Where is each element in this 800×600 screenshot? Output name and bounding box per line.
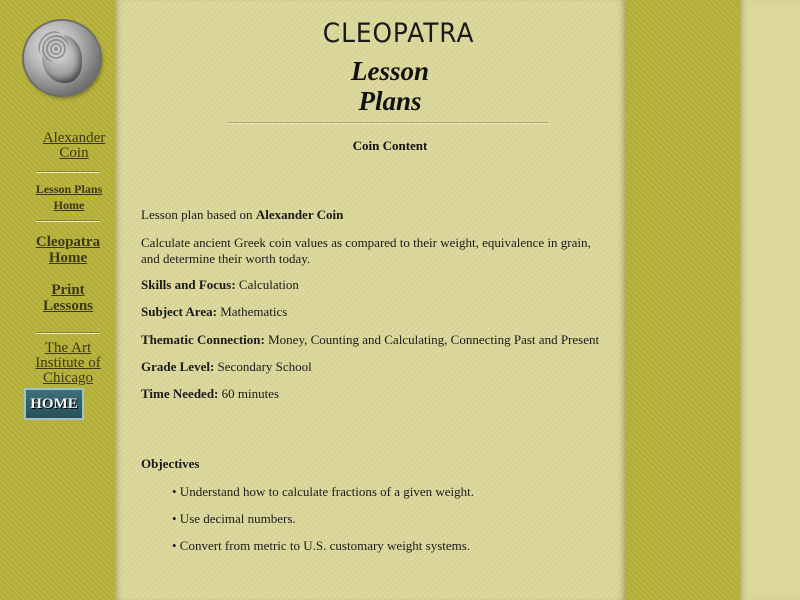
- sidebar-link-label: Home: [48, 250, 88, 266]
- field-value: Calculation: [235, 277, 299, 292]
- cleopatra-logo: CLEOPATRA: [322, 18, 475, 49]
- page-title: [300, 56, 480, 116]
- header-divider: [228, 122, 548, 124]
- field-label: Time Needed:: [141, 386, 219, 401]
- field-label: Skills and Focus:: [141, 277, 236, 292]
- sidebar-link-label: Lesson Plans: [35, 182, 103, 196]
- sidebar-link-label: Alexander: [42, 130, 106, 146]
- field-label: Grade Level:: [141, 359, 215, 374]
- home-button[interactable]: HOME: [24, 388, 84, 420]
- field-value: Money, Counting and Calculating, Connecting Past and Present: [264, 332, 600, 347]
- sidebar-divider: [36, 332, 100, 334]
- sidebar-link-label: The Art: [44, 340, 92, 356]
- coin-hair-detail: [38, 31, 68, 61]
- alexander-coin-icon[interactable]: [24, 21, 100, 95]
- field-grade-level: [141, 359, 611, 375]
- section-subheading: Coin Content: [352, 138, 428, 153]
- intro-prefix: Lesson plan based on: [141, 207, 256, 222]
- sidebar-link-label: Chicago: [43, 370, 93, 386]
- objective-item: • Understand how to calculate fractions of a given weight.: [172, 484, 475, 499]
- lesson-description: Calculate ancient Greek coin values as compared to their weight, equivalence in grain, and determine their worth today.: [141, 235, 591, 266]
- sidebar-link-alexander-coin[interactable]: [6, 131, 142, 161]
- field-label: Thematic Connection:: [141, 332, 265, 347]
- field-value: Secondary School: [214, 359, 312, 374]
- right-band-background: [625, 0, 740, 600]
- field-subject-area: [141, 304, 611, 320]
- intro-text: [141, 207, 611, 223]
- field-skills-focus: [141, 277, 611, 293]
- sidebar-link-label: Cleopatra: [35, 234, 101, 250]
- objective-item: • Use decimal numbers.: [172, 511, 296, 526]
- sidebar-link-label: Print: [51, 282, 85, 298]
- objectives-heading: [141, 456, 611, 472]
- sidebar-divider: [36, 171, 100, 173]
- field-time-needed: [141, 386, 611, 402]
- sidebar-link-print-lessons[interactable]: [0, 282, 136, 314]
- field-thematic-connection: [141, 332, 611, 348]
- objectives-heading-text: Objectives: [141, 456, 200, 471]
- sidebar-link-art-institute-chicago[interactable]: [0, 341, 136, 386]
- sidebar-link-label: Home: [53, 198, 85, 212]
- field-value: Mathematics: [216, 304, 288, 319]
- page-title-line: Lesson: [350, 56, 429, 86]
- field-value: 60 minutes: [218, 386, 280, 401]
- right-edge-background: [740, 0, 800, 600]
- sidebar-link-lesson-plans-home[interactable]: [1, 181, 137, 213]
- sidebar-link-label: Lessons: [42, 298, 94, 314]
- intro-lesson-name: Alexander Coin: [255, 207, 344, 222]
- objective-item: • Convert from metric to U.S. customary weight systems.: [172, 538, 471, 553]
- field-label: Subject Area:: [141, 304, 217, 319]
- page-title-line: Plans: [358, 86, 422, 116]
- sidebar-link-label: Institute of: [35, 355, 101, 371]
- sidebar-link-cleopatra-home[interactable]: [0, 234, 136, 266]
- sidebar-divider: [36, 220, 100, 222]
- sidebar-link-label: Coin: [59, 145, 89, 161]
